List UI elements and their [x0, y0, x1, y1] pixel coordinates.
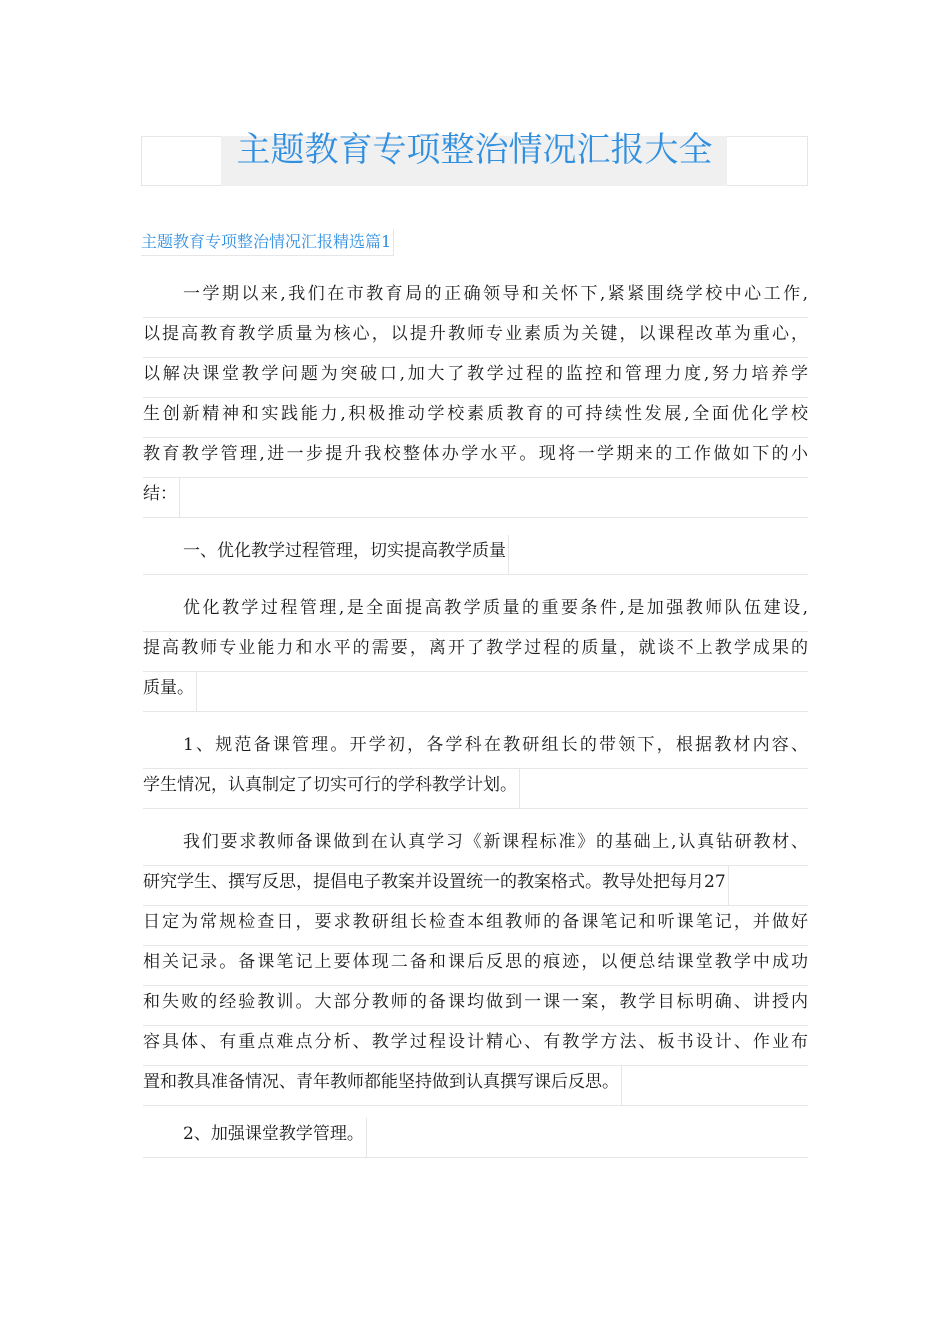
heading-text: 一、优化教学过程管理，切实提高教学质量	[183, 535, 509, 575]
text-line: 容具体、有重点难点分析、教学过程设计精心、有教学方法、板书设计、作业布	[143, 1026, 808, 1066]
text-line: 相关记录。备课笔记上要体现二备和课后反思的痕迹，以便总结课堂教学中成功	[143, 946, 808, 986]
text-line: 1、规范备课管理。开学初，各学科在教研组长的带领下，根据教材内容、	[143, 729, 808, 769]
text-line: 生创新精神和实践能力,积极推动学校素质教育的可持续性发展,全面优化学校	[143, 398, 808, 438]
text-line	[143, 769, 808, 809]
text-line	[143, 535, 808, 575]
paragraph-process	[143, 592, 808, 712]
heading-text: 2、加强课堂教学管理。	[183, 1118, 367, 1158]
text-line	[143, 1066, 808, 1106]
text-line-end: 结：	[143, 478, 180, 518]
text-line-end: 质量。	[143, 672, 197, 712]
section-heading-2	[143, 1118, 808, 1158]
text-line: 优化教学过程管理,是全面提高教学质量的重要条件,是加强教师队伍建设,	[143, 592, 808, 632]
text-line	[143, 1118, 808, 1158]
section-heading-1	[143, 535, 808, 575]
paragraph-lesson-prep	[143, 729, 808, 809]
text-line: 和失败的经验教训。大部分教师的备课均做到一课一案，教学目标明确、讲授内	[143, 986, 808, 1026]
paragraph-requirements	[143, 826, 808, 1106]
text-line: 日定为常规检查日，要求教研组长检查本组教师的备课笔记和听课笔记，并做好	[143, 906, 808, 946]
paragraph-intro	[143, 278, 808, 518]
text-line: 一学期以来,我们在市教育局的正确领导和关怀下,紧紧围绕学校中心工作,	[143, 278, 808, 318]
text-line-end: 学生情况，认真制定了切实可行的学科教学计划。	[143, 769, 520, 809]
section-subtitle: 主题教育专项整治情况汇报精选篇1	[141, 229, 394, 256]
text-line: 以提高教育教学质量为核心，以提升教师专业素质为关键，以课程改革为重心，	[143, 318, 808, 358]
text-line	[143, 478, 808, 518]
text-line: 我们要求教师备课做到在认真学习《新课程标准》的基础上,认真钻研教材、	[143, 826, 808, 866]
text-line-end: 置和教具准备情况、青年教师都能坚持做到认真撰写课后反思。	[143, 1066, 622, 1106]
document-title: 主题教育专项整治情况汇报大全	[236, 130, 713, 170]
text-line	[143, 866, 808, 906]
text-line: 提高教师专业能力和水平的需要，离开了教学过程的质量，就谈不上教学成果的	[143, 632, 808, 672]
text-line-part: 研究学生、撰写反思，提倡电子教案并设置统一的教案格式。教导处把每月27	[143, 866, 729, 906]
text-line: 教育教学管理,进一步提升我校整体办学水平。现将一学期来的工作做如下的小	[143, 438, 808, 478]
text-line	[143, 672, 808, 712]
text-line: 以解决课堂教学问题为突破口,加大了教学过程的监控和管理力度,努力培养学	[143, 358, 808, 398]
